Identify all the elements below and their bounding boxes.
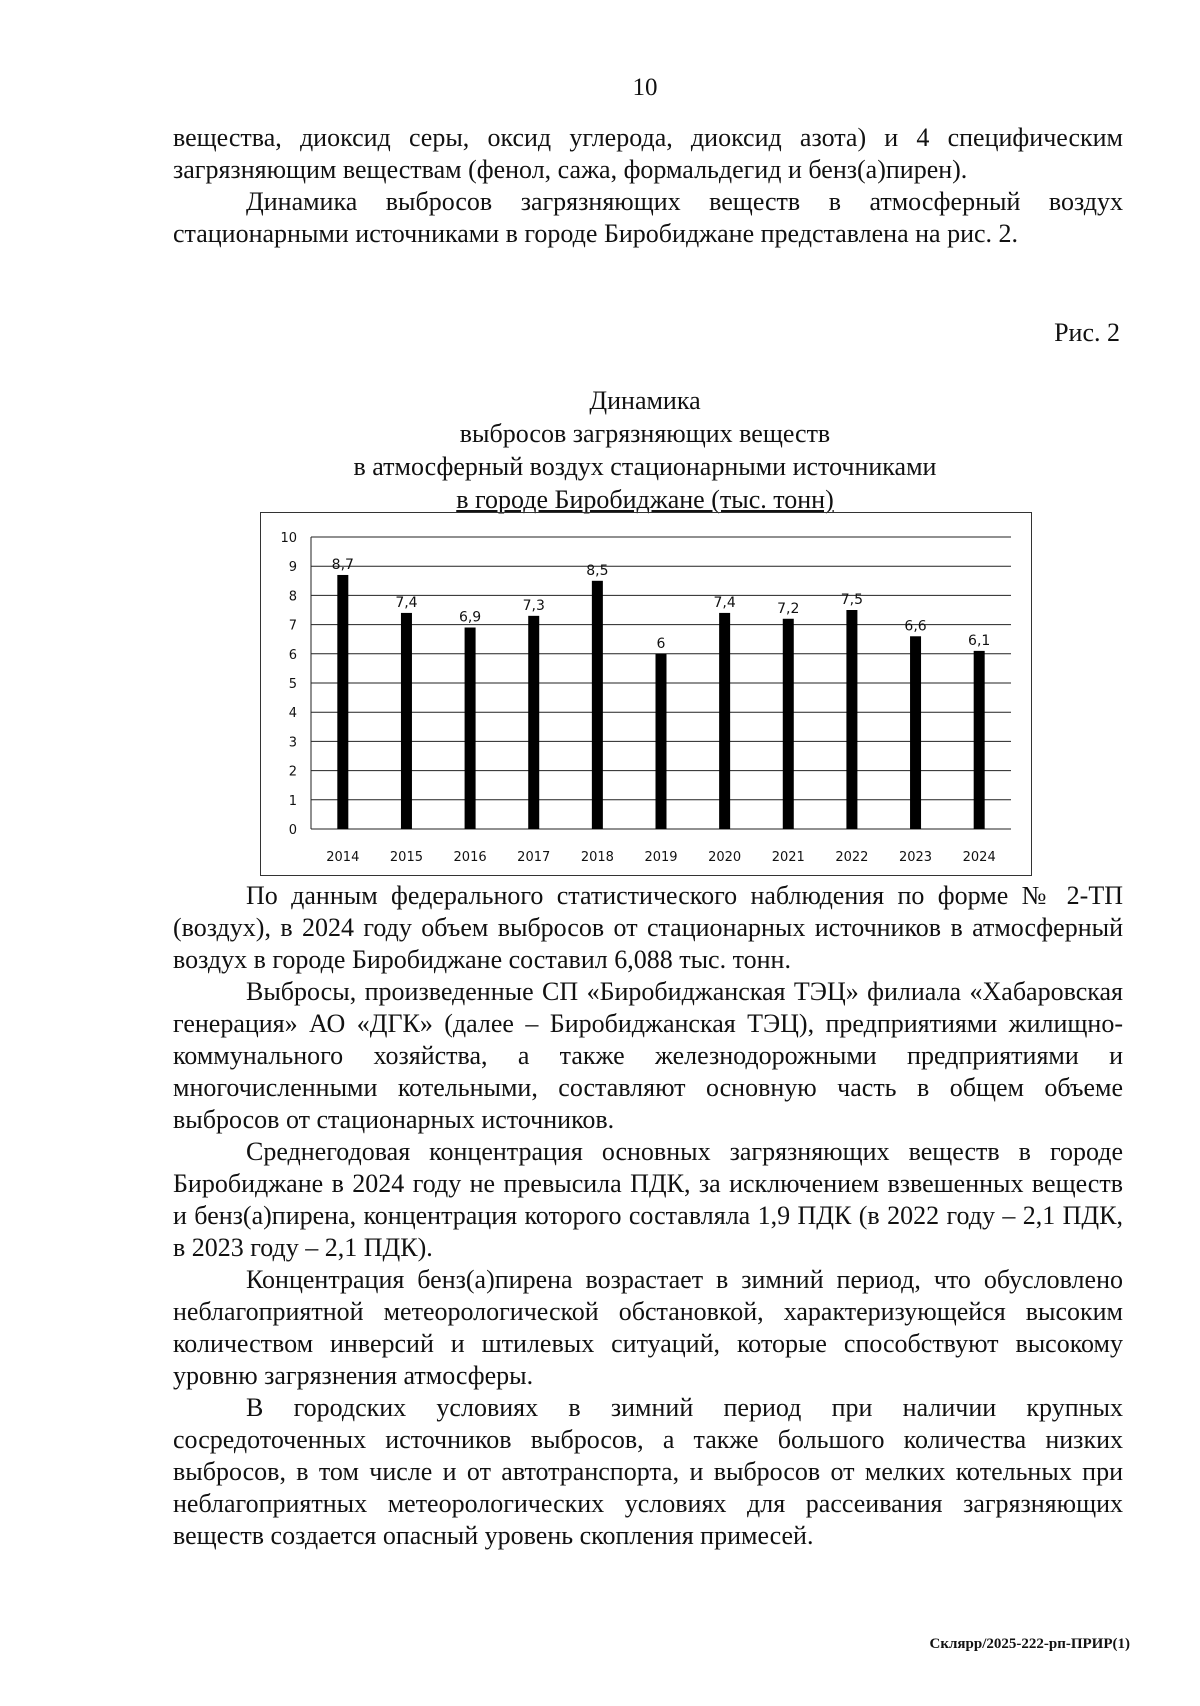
bar-2020 xyxy=(719,613,730,829)
text-block-top xyxy=(173,122,1123,250)
data-label: 7,2 xyxy=(777,600,800,617)
bar-2021 xyxy=(783,619,794,829)
text-block-bottom xyxy=(173,880,1123,1552)
x-tick-label: 2014 xyxy=(326,850,360,865)
y-tick-label: 9 xyxy=(288,560,297,576)
data-label: 7,4 xyxy=(395,594,418,611)
data-label: 6,6 xyxy=(904,618,927,635)
chart-svg xyxy=(261,513,1031,875)
chart-title-line: в атмосферный воздух стационарными источниками xyxy=(353,452,937,481)
x-tick-label: 2023 xyxy=(898,850,933,865)
y-tick-label: 0 xyxy=(288,823,297,838)
x-tick-label: 2024 xyxy=(962,850,996,865)
data-label: 8,5 xyxy=(586,562,609,579)
bar-2022 xyxy=(846,610,857,829)
y-tick-label: 10 xyxy=(280,531,297,546)
data-label: 8,7 xyxy=(331,556,354,573)
bar-2014 xyxy=(337,575,348,829)
bar-2015 xyxy=(401,613,412,829)
data-label: 7,3 xyxy=(522,597,545,614)
bar-2024 xyxy=(974,651,985,829)
y-tick-label: 6 xyxy=(288,647,297,663)
paragraph-annual-concentration: Среднегодовая концентрация основных загрязняющих веществ в городе Биробиджане в 2024 году не превысила ПДК, за исключением взвешенных веществ и бенз(а)пирена, концентрация которого составляла 1,9 ПДК (в 2022 году – 2,1 ПДК, в 2023 году – 2,1 ПДК). xyxy=(173,1137,1123,1262)
y-tick-label: 3 xyxy=(288,735,297,751)
chart-title-line: выбросов загрязняющих веществ xyxy=(459,419,831,448)
data-label: 6,1 xyxy=(968,632,991,649)
y-tick-label: 4 xyxy=(288,706,297,722)
x-tick-label: 2021 xyxy=(771,850,805,865)
paragraph-continuation: вещества, диоксид серы, оксид углерода, диоксид азота) и 4 специфическим загрязняющим веществам (фенол, сажа, формальдегид и бенз(а)пирен). xyxy=(173,123,1123,184)
emissions-bar-chart xyxy=(260,512,1032,876)
paragraph-emission-sources: Выбросы, произведенные СП «Биробиджанская ТЭЦ» филиала «Хабаровская генерация» АО «ДГК» (далее – Биробиджанская ТЭЦ), предприятиями жилищно-коммунального хозяйства, а также железнодорожными предприятиями и многочисленными котельными, составляют основную часть в общем объеме выбросов от стационарных источников. xyxy=(173,977,1123,1134)
paragraph-statistics: По данным федерального статистического наблюдения по форме № 2-ТП (воздух), в 2024 году объем выбросов от стационарных источников в атмосферный воздух в городе Биробиджане составил 6,088 тыс. тонн. xyxy=(173,881,1123,974)
x-tick-label: 2020 xyxy=(708,850,742,865)
bar-2023 xyxy=(910,636,921,829)
y-tick-label: 8 xyxy=(288,589,297,605)
x-tick-label: 2017 xyxy=(517,850,551,865)
y-tick-label: 2 xyxy=(288,764,297,780)
bar-2017 xyxy=(528,616,539,829)
x-tick-label: 2016 xyxy=(453,850,487,865)
bar-2018 xyxy=(592,581,603,829)
data-label: 7,5 xyxy=(840,592,864,608)
chart-title-line: Динамика xyxy=(589,386,701,415)
page-number: 10 xyxy=(632,74,658,101)
paragraph-urban-conditions: В городских условиях в зимний период при наличии крупных сосредоточенных источников выбросов, а также большого количества низких выбросов, в том числе и от автотранспорта, и выбросов от мелких котельных при неблагоприятных метеорологических условиях для рассеивания загрязняющих веществ создается опасный уровень скопления примесей. xyxy=(173,1393,1123,1550)
chart-title-line: в городе Биробиджане (тыс. тонн) xyxy=(456,485,834,514)
chart-title xyxy=(300,384,990,516)
y-tick-label: 7 xyxy=(288,618,297,634)
x-tick-label: 2015 xyxy=(389,850,424,865)
bar-2019 xyxy=(656,654,667,829)
y-tick-label: 5 xyxy=(288,677,297,692)
x-tick-label: 2022 xyxy=(835,850,869,865)
paragraph-dynamics-intro: Динамика выбросов загрязняющих веществ в атмосферный воздух стационарными источниками в городе Биробиджане представлена на рис. 2. xyxy=(173,187,1123,248)
y-tick-label: 1 xyxy=(288,793,297,809)
data-label: 7,4 xyxy=(713,594,736,611)
data-label: 6 xyxy=(656,635,666,652)
document-code: Склярp/2025-222-рп-ПРИР(1) xyxy=(929,1636,1130,1652)
bar-2016 xyxy=(465,628,476,829)
figure-label: Рис. 2 xyxy=(1054,318,1120,347)
x-tick-label: 2018 xyxy=(580,850,614,865)
x-tick-label: 2019 xyxy=(644,850,678,865)
paragraph-winter-concentration: Концентрация бенз(а)пирена возрастает в зимний период, что обусловлено неблагоприятной метеорологической обстановкой, характеризующейся высоким количеством инверсий и штилевых ситуаций, которые способствуют высокому уровню загрязнения атмосферы. xyxy=(173,1265,1123,1390)
data-label: 6,9 xyxy=(458,609,482,626)
